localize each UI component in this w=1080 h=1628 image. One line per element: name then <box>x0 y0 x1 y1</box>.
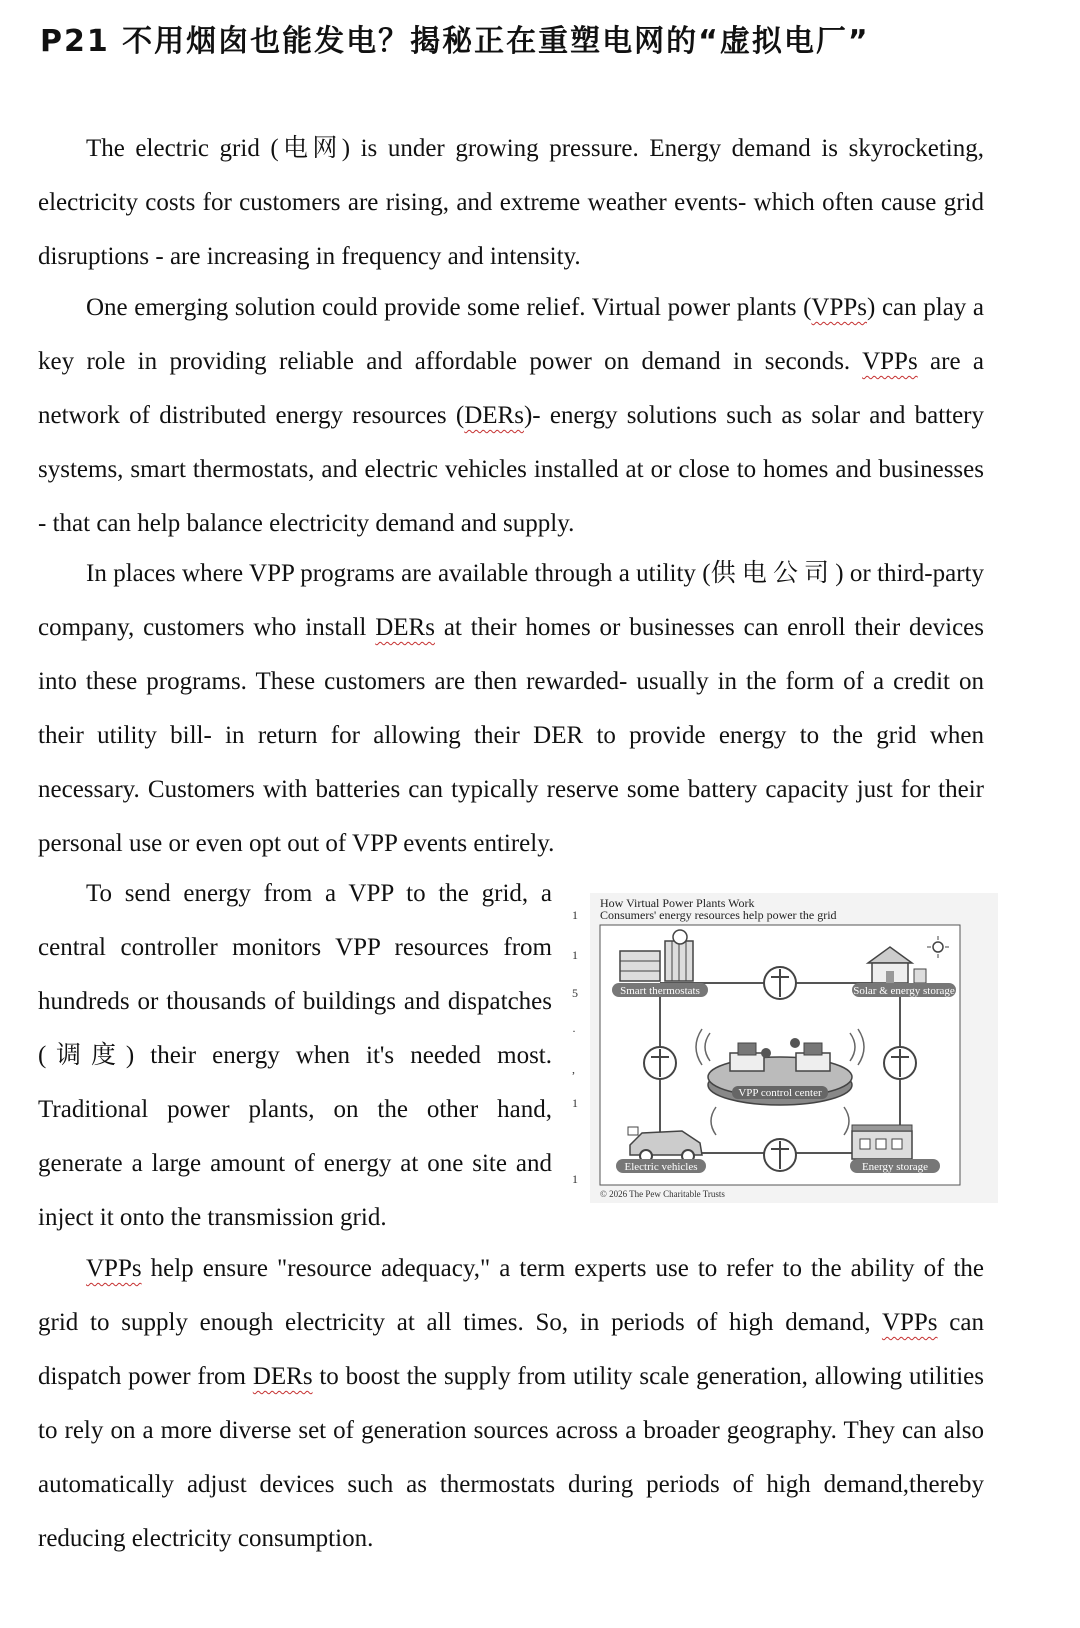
label-energy-storage: Energy storage <box>861 1161 929 1173</box>
paragraph-3 <box>38 547 984 871</box>
figure-credit: © 2026 The Pew Charitable Trusts <box>600 1189 725 1199</box>
highlighted-term: VPPs <box>881 1309 938 1336</box>
text-run: One emerging solution could provide some relief. Virtual power plants ( <box>86 294 812 321</box>
utility-pole-icon <box>884 1047 916 1079</box>
text-run: ) is under growing pressure. Energy demand is skyrocketing, electricity costs for customers are rising, and extreme weather events- which often cause grid disruptions - are increasing in frequency and intensity. <box>38 135 984 270</box>
text-run: ) their energy when it's needed most. Traditional power plants, on the other hand, generate a large amount of energy at one site and inject it onto the transmission grid. <box>38 1042 552 1231</box>
margin-mark: 1 <box>572 1172 578 1186</box>
text-run: at their homes or businesses can enroll their devices into these programs. These customers are then rewarded- usually in the form of a credit on their utility bill- in return for allowing their DER to provide energy to the grid when necessary. Customers with batteries can typically reserve some battery capacity just for their personal use or even opt out of VPP events entirely. <box>38 614 984 857</box>
chinese-gloss: 电网 <box>278 135 342 162</box>
paragraph-4 <box>38 867 552 1245</box>
utility-pole-icon <box>764 967 796 999</box>
label-solar-energy-storage: Solar & energy storage <box>853 985 955 997</box>
margin-mark: 1 <box>572 1096 578 1110</box>
vpp-diagram-graphic <box>590 893 998 1203</box>
label-electric-vehicles: Electric vehicles <box>624 1161 698 1173</box>
label-vpp-control-center: VPP control center <box>738 1087 822 1099</box>
figure-title: How Virtual Power Plants Work <box>600 896 755 910</box>
text-run: The electric grid ( <box>86 135 279 162</box>
highlighted-term: DERs <box>375 614 435 641</box>
text-run: In places where VPP programs are available through a utility ( <box>86 560 711 587</box>
paragraph-5 <box>38 1242 984 1566</box>
chinese-gloss: 供电公司 <box>710 560 836 587</box>
chinese-gloss: 调度 <box>46 1042 126 1069</box>
margin-mark: · <box>572 1024 576 1038</box>
page-title: P21 不用烟囱也能发电？揭秘正在重塑电网的“虚拟电厂” <box>40 24 870 59</box>
margin-mark: 1 <box>572 908 578 922</box>
text-run: )- energy solutions such as solar and battery systems, smart thermostats, and electric vehicles installed at or close to homes and businesses - that can help balance electricity demand and supply. <box>38 402 985 537</box>
paragraph-1 <box>38 122 984 284</box>
margin-mark: , <box>572 1062 575 1076</box>
margin-marks <box>568 896 588 1196</box>
highlighted-term: VPPs <box>811 294 867 321</box>
paragraph-2 <box>38 281 984 551</box>
highlighted-term: VPPs <box>862 348 918 375</box>
figure-subtitle: Consumers' energy resources help power the grid <box>600 908 837 922</box>
energy-storage-icon <box>852 1125 912 1159</box>
highlighted-term: DERs <box>252 1363 313 1390</box>
margin-mark: 5 <box>572 986 578 1000</box>
label-smart-thermostats: Smart thermostats <box>620 985 700 997</box>
text-run: ) can play a key role in providing reliable and affordable power on demand in seconds. <box>38 294 985 375</box>
utility-pole-icon <box>764 1139 796 1171</box>
vpp-diagram <box>590 893 998 1203</box>
text-run: help ensure "resource adequacy," a term experts use to refer to the ability of the grid to supply enough electricity at all times. So, in periods of high demand, <box>38 1255 984 1336</box>
text-run: to boost the supply from utility scale generation, allowing utilities to rely on a more diverse set of generation sources across a broader geography. They can also automatically adjust devices such as thermostats during periods of high demand,thereby reducing electricity consumption. <box>38 1363 984 1552</box>
utility-pole-icon <box>644 1047 676 1079</box>
text-run: To send energy from a VPP to the grid, a central controller monitors VPP resources from hundreds or thousands of buildings and dispatches ( <box>38 880 552 1069</box>
highlighted-term: DERs <box>464 402 524 429</box>
text-run: are a network of distributed energy resources ( <box>38 348 984 429</box>
margin-mark: 1 <box>572 948 578 962</box>
text-run: can dispatch power from <box>38 1309 984 1390</box>
text-run: ) or third-party company, customers who install <box>38 560 984 641</box>
highlighted-term: VPPs <box>86 1255 142 1282</box>
